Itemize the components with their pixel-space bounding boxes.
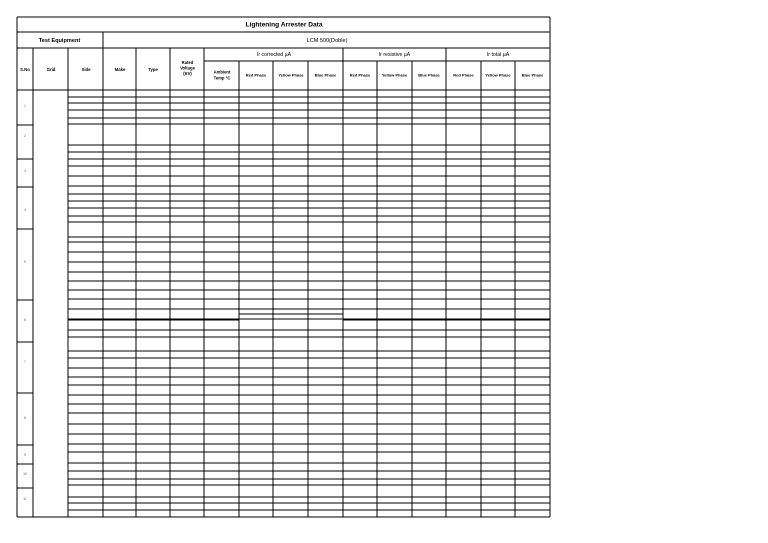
corrected-red-phase-header: Red Phase xyxy=(245,72,267,78)
sno-11: 11 xyxy=(23,496,27,501)
sno-header: S.No xyxy=(20,67,30,73)
sno-6: 6 xyxy=(24,317,26,322)
total-blue-phase-header: Blue Phase xyxy=(521,72,544,78)
test-equipment-label: Test Equipment xyxy=(38,37,81,44)
corrected-yellow-phase-header: Yellow Phase xyxy=(278,72,304,78)
sno-3: 3 xyxy=(24,168,26,173)
sno-10: 10 xyxy=(23,471,27,476)
rated-voltage-header-line3: (KV) xyxy=(183,71,192,77)
sno-5: 5 xyxy=(24,259,26,264)
ir-corrected-group-header: Ir corrected µA xyxy=(256,51,292,58)
total-red-phase-header: Red Phase xyxy=(453,72,474,78)
resistive-yellow-phase-header: Yellow Phase xyxy=(381,72,408,78)
sno-8: 8 xyxy=(24,415,26,420)
make-header: Make xyxy=(114,67,126,73)
rated-voltage-header-line1: Rated xyxy=(181,60,194,66)
resistive-red-phase-header: Red Phase xyxy=(349,72,371,78)
ir-resistive-group-header: Ir resistive µA xyxy=(378,51,411,58)
sno-7: 7 xyxy=(24,359,26,364)
sno-1: 1 xyxy=(24,103,26,108)
ambient-temp-header-line2: Temp °C xyxy=(213,75,231,81)
table-grid-lines xyxy=(17,17,550,517)
grid-header: Grid xyxy=(46,67,56,73)
corrected-blue-phase-header: Blue Phase xyxy=(314,72,337,78)
ir-total-group-header: Ir total µA xyxy=(486,51,510,58)
sno-2: 2 xyxy=(24,133,26,138)
test-equipment-value: LCM 500(Doble) xyxy=(306,37,348,44)
sno-4: 4 xyxy=(24,207,26,212)
side-header: Side xyxy=(81,67,91,73)
ambient-temp-header-line1: Ambient xyxy=(213,69,231,75)
resistive-blue-phase-header: Blue Phase xyxy=(418,72,440,78)
type-header: Type xyxy=(148,67,158,73)
rated-voltage-header-line2: Voltage xyxy=(180,65,195,71)
table-title: Lightening Arrester Data xyxy=(245,21,323,29)
sno-9: 9 xyxy=(24,452,26,457)
total-yellow-phase-header: Yellow Phase xyxy=(485,72,511,78)
